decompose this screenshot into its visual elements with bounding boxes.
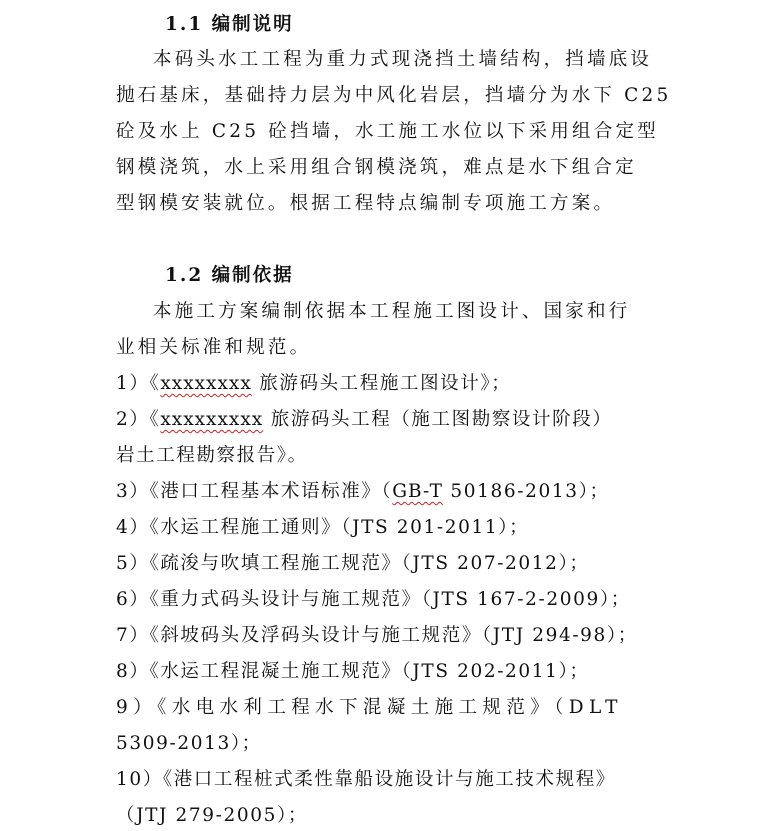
paragraph-line: 抛石基床，基础持力层为中风化岩层，挡墙分为水下 C25	[116, 85, 672, 106]
paragraph-line: 钢模浇筑，水上采用组合钢模浇筑，难点是水下组合定	[116, 157, 637, 178]
reference-item-5: 5）《疏浚与吹填工程施工规范》（JTS 207-2012）；	[116, 553, 590, 574]
paragraph-line: 型钢模安装就位。根据工程特点编制专项施工方案。	[116, 193, 616, 214]
reference-continuation: （JTJ 279-2005）；	[116, 805, 308, 826]
reference-prefix: 3）《港口工程基本术语标准》（	[116, 481, 393, 502]
paragraph-line: 砼及水上 C25 砼挡墙，水工施工水位以下采用组合定型	[116, 121, 659, 142]
reference-suffix: 50186-2013）；	[442, 481, 610, 502]
spellcheck-marked-text: xxxxxxxx	[160, 373, 252, 394]
reference-item-2	[116, 408, 706, 432]
reference-item-4: 4）《水运工程施工通则》（JTS 201-2011）；	[116, 517, 530, 538]
section-heading-1-1: 1.1 编制说明	[165, 14, 294, 35]
reference-item-7: 7）《斜坡码头及浮码头设计与施工规范》（JTJ 294-98）；	[116, 625, 638, 646]
reference-item-3	[116, 480, 706, 504]
section-heading-1-2: 1.2 编制依据	[165, 265, 294, 286]
spellcheck-marked-text: xxxxxxxxx	[160, 409, 264, 430]
spellcheck-marked-text: GB-T	[392, 481, 443, 502]
reference-item-9: 9）《水电水利工程水下混凝土施工规范》（DLT	[116, 697, 623, 718]
reference-item-6: 6）《重力式码头设计与施工规范》（JTS 167-2-2009）；	[116, 589, 631, 610]
reference-suffix: 旅游码头工程施工图设计》；	[251, 373, 512, 394]
reference-item-8: 8）《水运工程混凝土施工规范》（JTS 202-2011）；	[116, 661, 590, 682]
intro-line: 本施工方案编制依据本工程施工图设计、国家和行	[153, 301, 631, 322]
intro-line: 业相关标准和规范。	[116, 337, 312, 358]
reference-prefix: 1）《	[116, 373, 161, 394]
reference-continuation: 岩土工程勘察报告》。	[116, 445, 308, 466]
reference-item-10: 10）《港口工程桩式柔性靠船设施设计与施工技术规程》	[116, 769, 616, 790]
reference-item-1	[116, 372, 706, 396]
paragraph-line: 本码头水工工程为重力式现浇挡土墙结构，挡墙底设	[153, 49, 653, 70]
reference-suffix: 旅游码头工程（施工图勘察设计阶段）	[263, 409, 613, 430]
reference-prefix: 2）《	[116, 409, 161, 430]
reference-continuation: 5309-2013）；	[116, 733, 262, 754]
